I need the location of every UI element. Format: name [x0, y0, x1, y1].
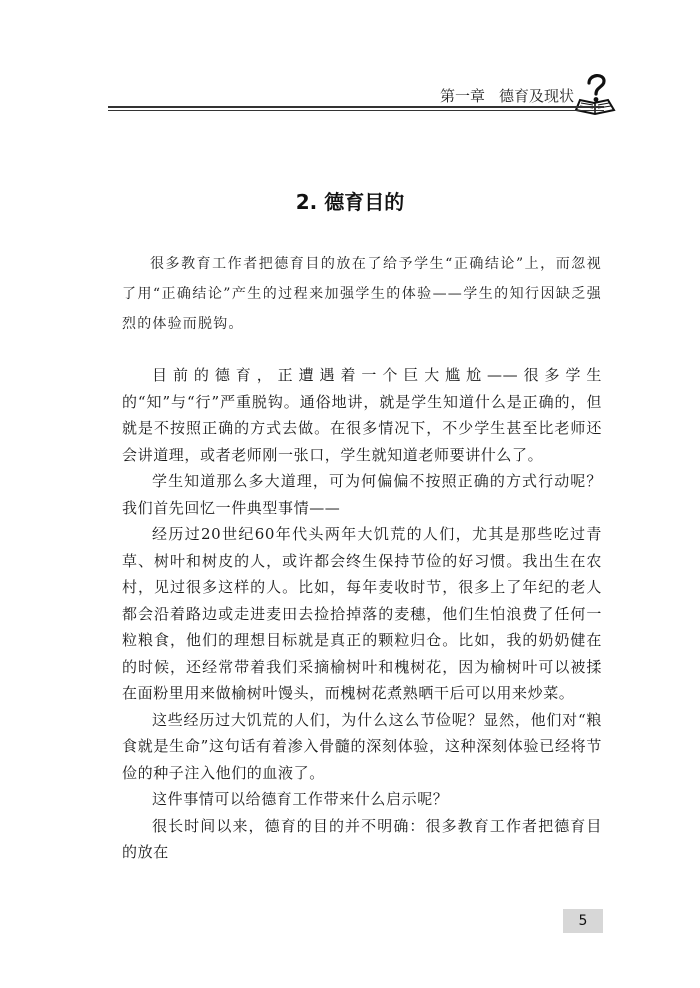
header-rule-top [108, 106, 604, 108]
running-header [440, 85, 574, 106]
paragraph: 目前的德育，正遭遇着一个巨大尴尬——很多学生的“知”与“行”严重脱钩。通俗地讲，就是学生知道什么是正确的，但就是不按照正确的方式去做。在很多情况下，不少学生甚至比老师还会讲道理，或者老师刚一张口，学生就知道老师要讲什么了。 [122, 366, 602, 464]
header-rule-bottom [108, 110, 604, 111]
paragraph: 学生知道那么多大道理，可为何偏偏不按照正确的方式行动呢？我们首先回忆一件典型事情—— [122, 472, 602, 517]
paragraph: 经历过20世纪60年代头两年大饥荒的人们，尤其是那些吃过青草、树叶和树皮的人，或许都会终生保持节俭的好习惯。我出生在农村，见过很多这样的人。比如，每年麦收时节，很多上了年纪的老人都会沿着路边或走进麦田去捡拾掉落的麦穗，他们生怕浪费了任何一粒粮食，他们的理想目标就是真正的颗粒归仓。比如，我的奶奶健在的时候，还经常带着我们采摘榆树叶和槐树花，因为榆树叶可以被揉在面粉里用来做榆树叶馒头，而槐树花煮熟晒干后可以用来炒菜。 [122, 525, 602, 702]
paragraph: 这件事情可以给德育工作带来什么启示呢？ [152, 790, 449, 808]
chapter-title: 德育及现状 [499, 87, 575, 105]
chapter-number: 第一章 [440, 87, 486, 105]
section-title: 2. 德育目的 [295, 190, 405, 214]
page-number: 5 [563, 909, 603, 933]
paragraph: 这些经历过大饥荒的人们，为什么这么节俭呢？显然，他们对“粮食就是生命”这句话有着渗入骨髓的深刻体验，这种深刻体验已经将节俭的种子注入他们的血液了。 [122, 710, 602, 782]
section-abstract: 很多教育工作者把德育目的放在了给予学生“正确结论”上，而忽视了用“正确结论”产生的过程来加强学生的体验——学生的知行因缺乏强烈的体验而脱钩。 [122, 256, 602, 332]
paragraph: 很长时间以来，德育的目的并不明确：很多教育工作者把德育目的放在 [122, 816, 602, 861]
body-text [122, 362, 602, 866]
